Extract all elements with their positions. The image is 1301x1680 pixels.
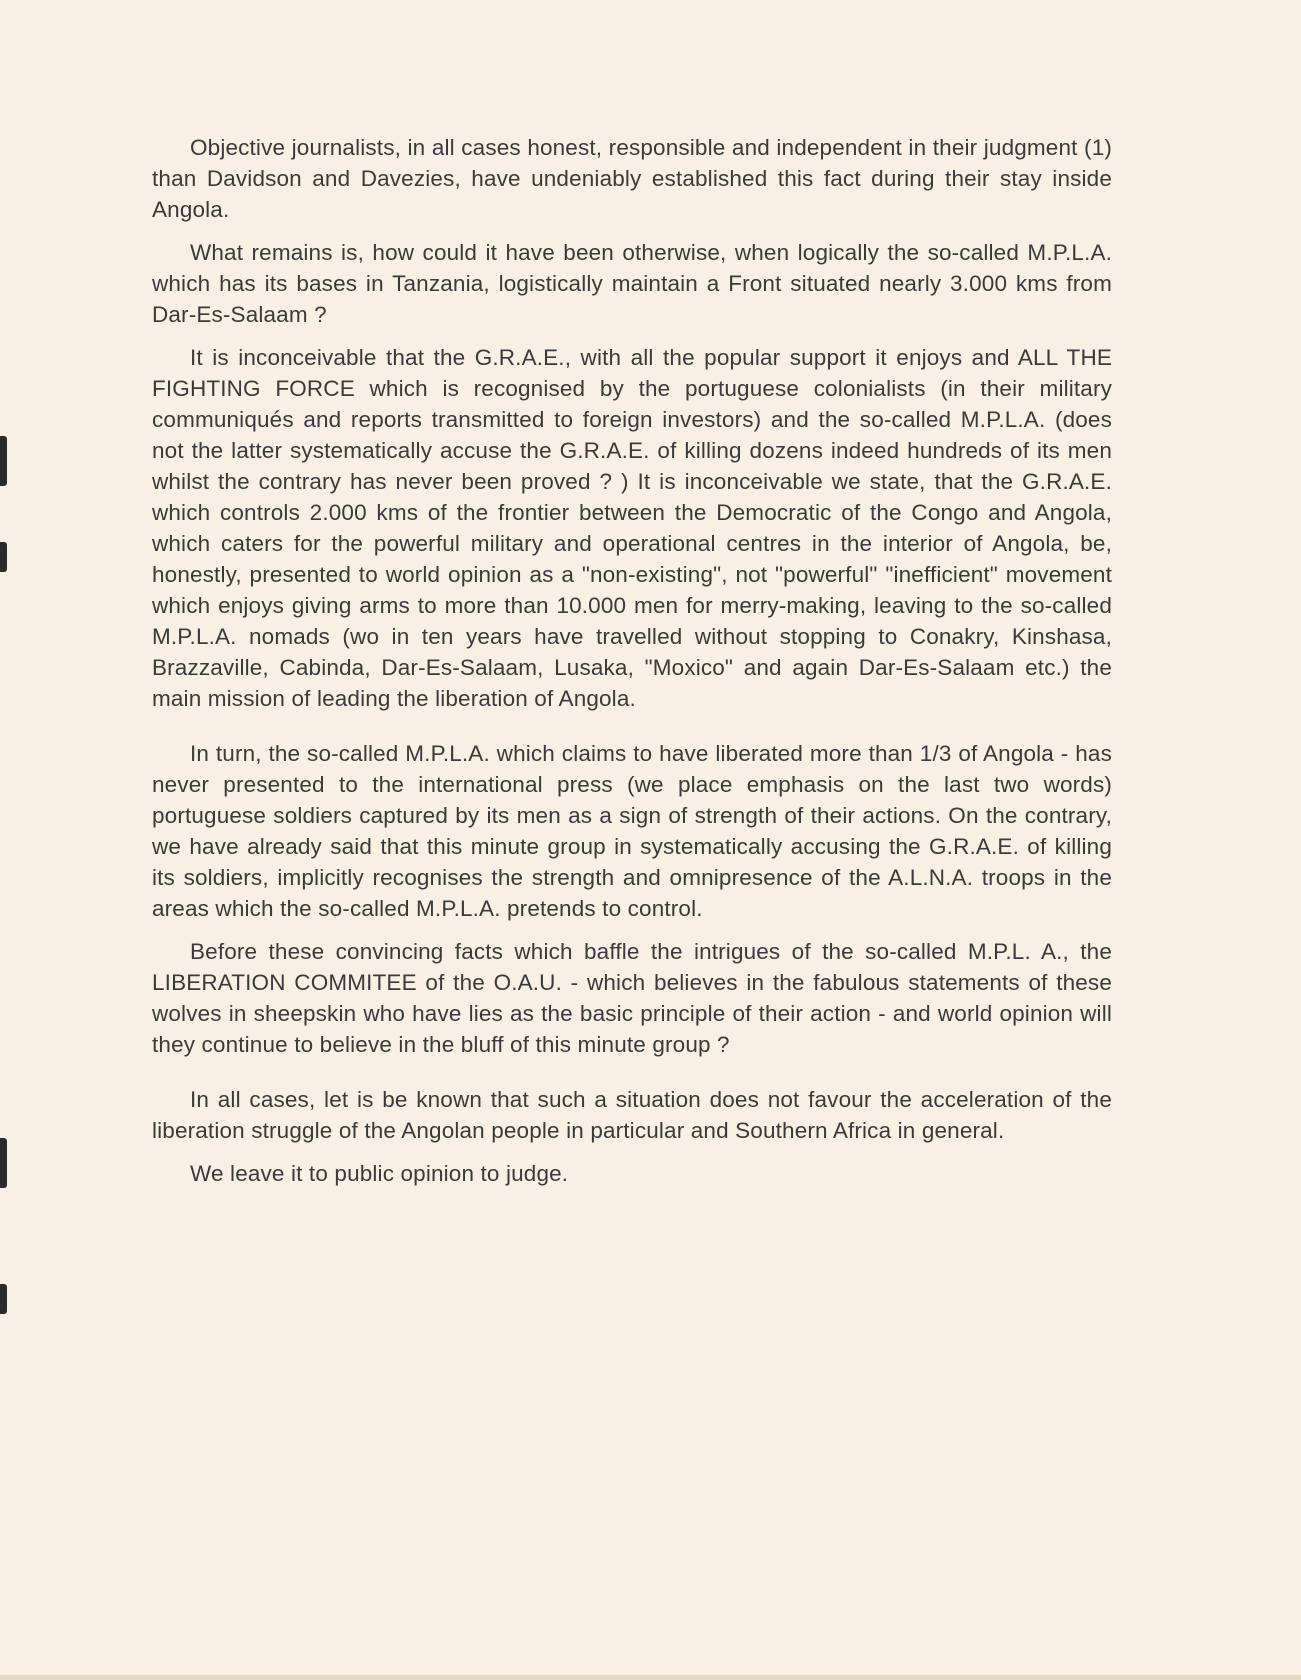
body-text bbox=[152, 132, 1112, 1201]
paragraph: We leave it to public opinion to judge. bbox=[190, 1161, 569, 1186]
paragraph: In all cases, let is be known that such a situation does not favour the acceleration of the liberation struggle of the Angolan people in particular and Southern Africa in general. bbox=[152, 1087, 1112, 1143]
binding-mark bbox=[0, 1138, 7, 1188]
paragraph: What remains is, how could it have been otherwise, when logically the so-called M.P.L.A. which has its bases in Tanzania, logistically maintain a Front situated nearly 3.000 kms from Dar-Es-Salaam ? bbox=[152, 240, 1112, 327]
paragraph: In turn, the so-called M.P.L.A. which claims to have liberated more than 1/3 of Angola - has never presented to the international press (we place emphasis on the last two words) portuguese soldiers captured by its men as a sign of strength of their actions. On the contrary, we have already said that this minute group in systematically accusing the G.R.A.E. of killing its soldiers, implicitly recognises the strength and omnipresence of the A.L.N.A. troops in the areas which the so-called M.P.L.A. pretends to control. bbox=[152, 741, 1112, 921]
binding-mark bbox=[0, 1284, 7, 1314]
paragraph: Objective journalists, in all cases honest, responsible and independent in their judgment (1) than Davidson and Davezies, have undeniably established this fact during their stay inside Angola. bbox=[152, 135, 1112, 222]
binding-mark bbox=[0, 542, 7, 572]
binding-mark bbox=[0, 436, 7, 486]
paragraph: It is inconceivable that the G.R.A.E., with all the popular support it enjoys and ALL THE FIGHTING FORCE which is recognised by the portuguese colonialists (in their military communiqués and reports transmitted to foreign investors) and the so-called M.P.L.A. (does not the latter systematically accuse the G.R.A.E. of killing dozens indeed hundreds of its men whilst the contrary has never been proved ? ) It is inconceivable we state, that the G.R.A.E. which controls 2.000 kms of the frontier between the Democratic of the Congo and Angola, which caters for the powerful military and operational centres in the interior of Angola, be, honestly, presented to world opinion as a "non-existing", not "powerful" "inefficient" movement which enjoys giving arms to more than 10.000 men for merry-making, leaving to the so-called M.P.L.A. nomads (wo in ten years have travelled without stopping to Conakry, Kinshasa, Brazzaville, Cabinda, Dar-Es-Salaam, Lusaka, "Moxico" and again Dar-Es-Salaam etc.) the main mission of leading the liberation of Angola. bbox=[152, 345, 1112, 711]
paragraph: Before these convincing facts which baffle the intrigues of the so-called M.P.L. A., the LIBERATION COMMITEE of the O.A.U. - which believes in the fabulous statements of these wolves in sheepskin who have lies as the basic principle of their action - and world opinion will they continue to believe in the bluff of this minute group ? bbox=[152, 939, 1112, 1057]
page-edge bbox=[0, 1675, 1301, 1680]
